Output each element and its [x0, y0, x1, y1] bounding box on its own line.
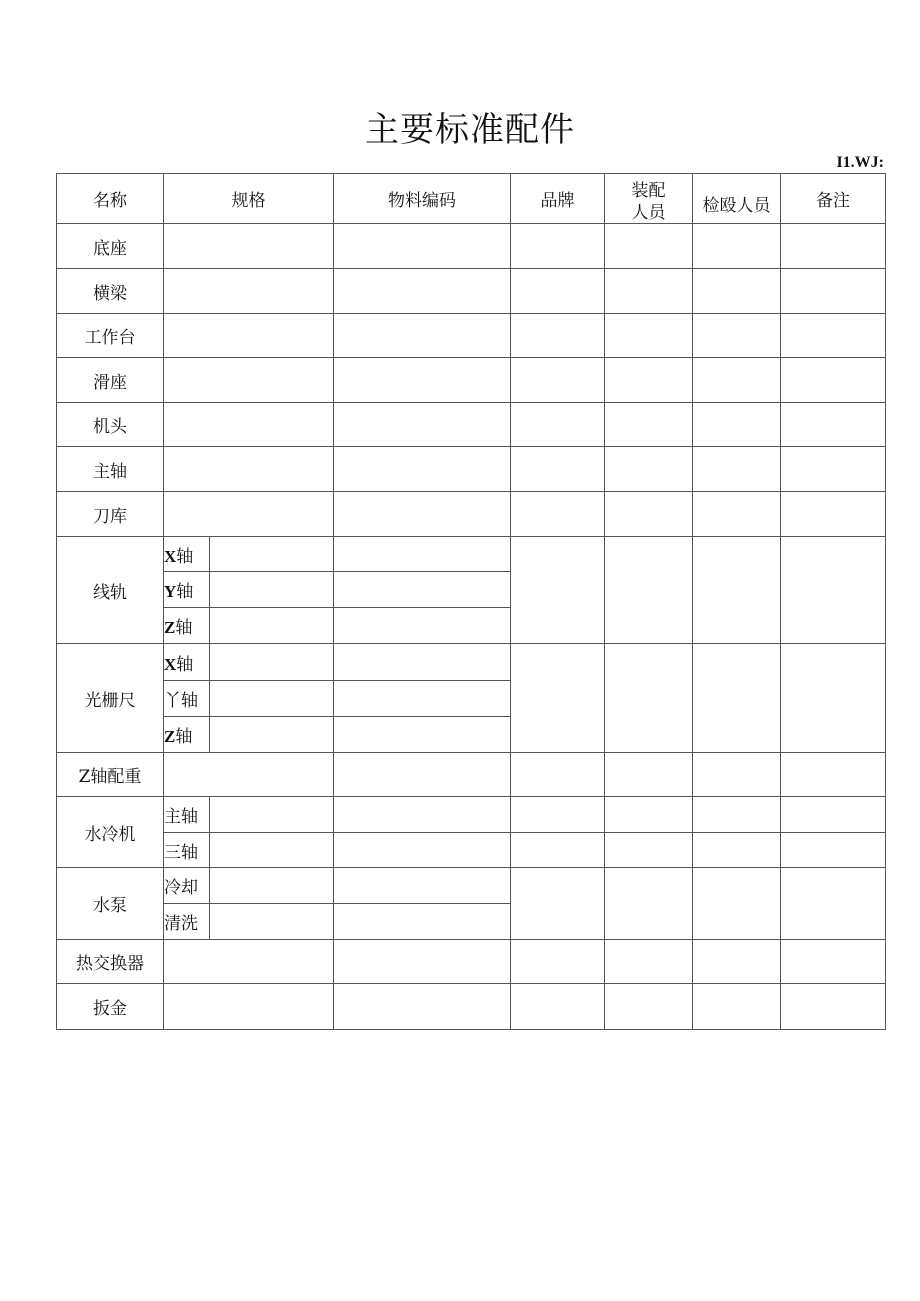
inspector-cell — [693, 868, 781, 940]
code-cell — [334, 717, 511, 753]
assembler-cell — [605, 797, 693, 833]
assembler-cell — [605, 833, 693, 868]
row-name-water-chiller: 水冷机 — [57, 797, 164, 868]
spec-cell — [164, 447, 334, 492]
inspector-cell — [693, 644, 781, 753]
brand-cell — [511, 224, 605, 269]
spec-cell — [210, 833, 334, 868]
document-title: 主要标准配件 — [365, 110, 575, 150]
spec-cell — [164, 403, 334, 447]
row-name-tool-magazine: 刀库 — [57, 492, 164, 537]
header-inspector: 检殴人员 — [693, 174, 781, 224]
remark-cell — [781, 537, 886, 644]
spec-cell — [164, 224, 334, 269]
header-assembler — [605, 174, 693, 224]
spec-cell — [210, 572, 334, 608]
assembler-cell — [605, 358, 693, 403]
spec-cell — [210, 681, 334, 717]
code-cell — [334, 681, 511, 717]
inspector-cell — [693, 940, 781, 984]
row-name-sheet-metal: 扳金 — [57, 984, 164, 1030]
inspector-cell — [693, 224, 781, 269]
remark-cell — [781, 403, 886, 447]
header-remark: 备注 — [781, 174, 886, 224]
spec-cell — [164, 358, 334, 403]
table-row — [57, 833, 886, 868]
brand-cell — [511, 833, 605, 868]
inspector-cell — [693, 269, 781, 314]
table-row — [57, 644, 886, 681]
brand-cell — [511, 984, 605, 1030]
sub-label-chiller-spindle: 主轴 — [164, 797, 210, 833]
row-name-crossbeam: 横梁 — [57, 269, 164, 314]
brand-cell — [511, 644, 605, 753]
code-cell — [334, 403, 511, 447]
table-row — [57, 753, 886, 797]
assembler-cell — [605, 868, 693, 940]
remark-cell — [781, 868, 886, 940]
sub-label-chiller-three-axis: 三轴 — [164, 833, 210, 868]
inspector-cell — [693, 447, 781, 492]
row-name-head: 机头 — [57, 403, 164, 447]
header-material-code: 物料编码 — [334, 174, 511, 224]
table-row — [57, 537, 886, 572]
header-assembler-line2: 人员 — [631, 202, 666, 221]
code-cell — [334, 833, 511, 868]
remark-cell — [781, 753, 886, 797]
row-name-slide: 滑座 — [57, 358, 164, 403]
table-row — [57, 940, 886, 984]
brand-cell — [511, 403, 605, 447]
document-number: I1.WJ: — [836, 154, 884, 171]
brand-cell — [511, 753, 605, 797]
assembler-cell — [605, 644, 693, 753]
row-name-spindle: 主轴 — [57, 447, 164, 492]
spec-cell — [164, 492, 334, 537]
inspector-cell — [693, 403, 781, 447]
row-name-base: 底座 — [57, 224, 164, 269]
spec-cell — [210, 904, 334, 940]
spec-cell — [210, 868, 334, 904]
assembler-cell — [605, 940, 693, 984]
remark-cell — [781, 984, 886, 1030]
header-name: 名称 — [57, 174, 164, 224]
code-cell — [334, 314, 511, 358]
sub-label-rail-y: Y轴 — [164, 572, 210, 608]
inspector-cell — [693, 358, 781, 403]
remark-cell — [781, 644, 886, 753]
code-cell — [334, 492, 511, 537]
table-row — [57, 984, 886, 1030]
code-cell — [334, 904, 511, 940]
assembler-cell — [605, 537, 693, 644]
code-cell — [334, 572, 511, 608]
code-cell — [334, 537, 511, 572]
code-cell — [334, 868, 511, 904]
inspector-cell — [693, 984, 781, 1030]
header-brand: 品牌 — [511, 174, 605, 224]
inspector-cell — [693, 797, 781, 833]
sub-label-rail-z: Z轴 — [164, 608, 210, 644]
inspector-cell — [693, 314, 781, 358]
inspector-cell — [693, 753, 781, 797]
remark-cell — [781, 797, 886, 833]
sub-label-grating-x: X轴 — [164, 644, 210, 681]
row-name-z-counterweight: Z轴配重 — [57, 753, 164, 797]
remark-cell — [781, 358, 886, 403]
sub-label-grating-z: Z轴 — [164, 717, 210, 753]
code-cell — [334, 608, 511, 644]
spec-cell — [210, 537, 334, 572]
sub-label-pump-cooling: 冷却 — [164, 868, 210, 904]
code-cell — [334, 358, 511, 403]
assembler-cell — [605, 492, 693, 537]
code-cell — [334, 269, 511, 314]
spec-cell — [164, 753, 334, 797]
table-row — [57, 492, 886, 537]
assembler-cell — [605, 314, 693, 358]
brand-cell — [511, 797, 605, 833]
brand-cell — [511, 940, 605, 984]
inspector-cell — [693, 537, 781, 644]
code-cell — [334, 984, 511, 1030]
brand-cell — [511, 447, 605, 492]
brand-cell — [511, 492, 605, 537]
assembler-cell — [605, 984, 693, 1030]
table-row — [57, 403, 886, 447]
table-row — [57, 314, 886, 358]
assembler-cell — [605, 403, 693, 447]
header-assembler-line1: 装配 — [631, 180, 666, 201]
row-name-water-pump: 水泵 — [57, 868, 164, 940]
table-row — [57, 224, 886, 269]
remark-cell — [781, 224, 886, 269]
brand-cell — [511, 358, 605, 403]
spec-cell — [210, 608, 334, 644]
remark-cell — [781, 833, 886, 868]
spec-cell — [164, 940, 334, 984]
assembler-cell — [605, 753, 693, 797]
code-cell — [334, 224, 511, 269]
code-cell — [334, 644, 511, 681]
table-row — [57, 447, 886, 492]
assembler-cell — [605, 447, 693, 492]
sub-label-pump-cleaning: 清洗 — [164, 904, 210, 940]
assembler-cell — [605, 269, 693, 314]
code-cell — [334, 753, 511, 797]
table-row — [57, 358, 886, 403]
assembler-cell — [605, 224, 693, 269]
brand-cell — [511, 269, 605, 314]
remark-cell — [781, 314, 886, 358]
brand-cell — [511, 537, 605, 644]
code-cell — [334, 447, 511, 492]
spec-cell — [164, 314, 334, 358]
brand-cell — [511, 314, 605, 358]
row-name-linear-rail: 线轨 — [57, 537, 164, 644]
remark-cell — [781, 269, 886, 314]
spec-cell — [210, 797, 334, 833]
table-row — [57, 868, 886, 904]
spec-cell — [164, 984, 334, 1030]
code-cell — [334, 940, 511, 984]
sub-label-rail-x: X轴 — [164, 537, 210, 572]
remark-cell — [781, 940, 886, 984]
table-row — [57, 797, 886, 833]
spec-cell — [210, 717, 334, 753]
header-row — [57, 174, 886, 224]
remark-cell — [781, 492, 886, 537]
inspector-cell — [693, 492, 781, 537]
sub-label-grating-y: 丫轴 — [164, 681, 210, 717]
parts-table — [56, 173, 886, 1030]
remark-cell — [781, 447, 886, 492]
code-cell — [334, 797, 511, 833]
row-name-worktable: 工作台 — [57, 314, 164, 358]
header-spec: 规格 — [164, 174, 334, 224]
table-row — [57, 269, 886, 314]
row-name-grating-scale: 光栅尺 — [57, 644, 164, 753]
spec-cell — [164, 269, 334, 314]
row-name-heat-exchanger: 热交换器 — [57, 940, 164, 984]
inspector-cell — [693, 833, 781, 868]
brand-cell — [511, 868, 605, 940]
spec-cell — [210, 644, 334, 681]
